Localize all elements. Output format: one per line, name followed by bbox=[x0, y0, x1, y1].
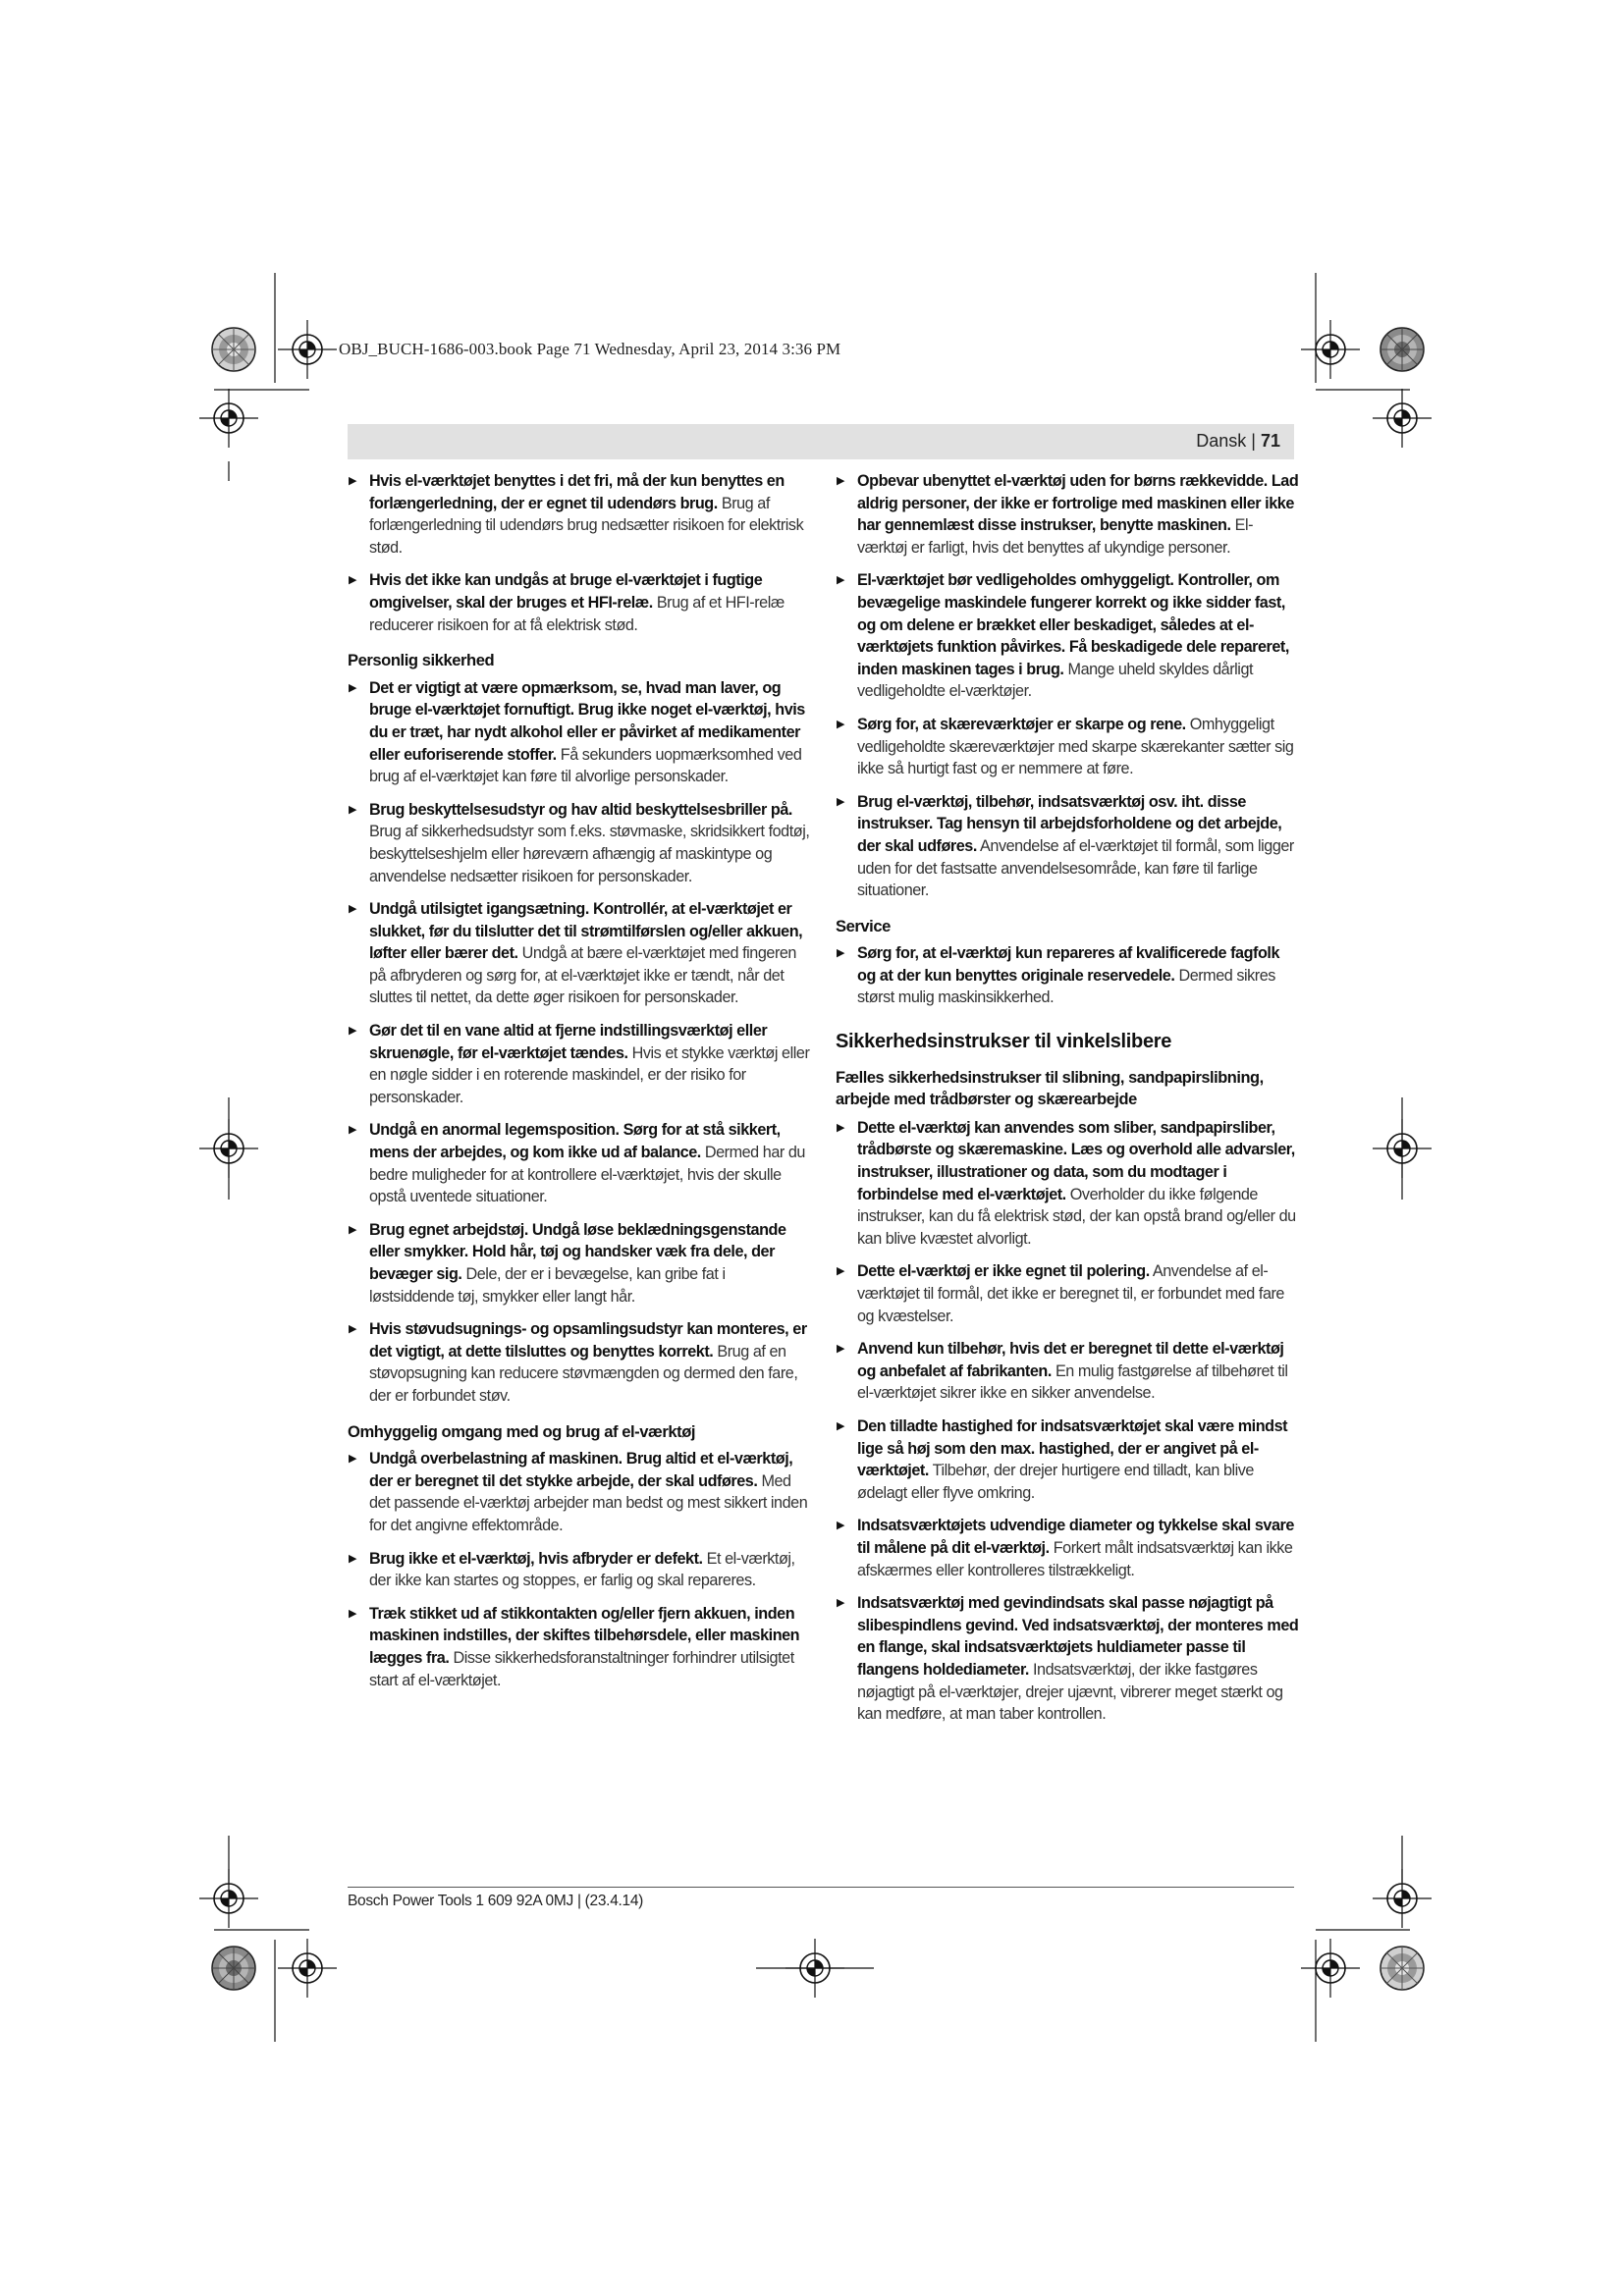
instruction-lead: El-værktøjet bør vedligeholdes omhyggeligt. Kontroller, om bevægelige maskindele fungerer korrekt og ikke sidder fast, og om delene er brækket eller beskadiget, således at el-værktøjets funktion påvirkes. Få beskadigede dele repareret, inden maskinen tages i brug. bbox=[857, 571, 1289, 678]
registration-target-icon bbox=[278, 1939, 337, 1998]
instruction-lead: Brug beskyttelsesudstyr og hav altid beskyttelsesbriller på. bbox=[369, 800, 792, 819]
language-label: Dansk bbox=[1196, 431, 1247, 451]
instruction-lead: Den tilladte hastighed for indsatsværktøjet skal være mindst lige så høj som den max. hastighed, der er angivet på el-værktøjet. bbox=[857, 1416, 1288, 1480]
instruction-body: Dele, der er i bevægelse, kan gribe fat i løstsiddende tøj, smykker eller langt hår. bbox=[369, 1265, 726, 1306]
instruction-lead: Gør det til en vane altid at fjerne indstillingsværktøj eller skruenøgle, før el-værktøjet tændes. bbox=[369, 1022, 768, 1062]
list-item bbox=[836, 1515, 1299, 1581]
page-number: 71 bbox=[1260, 431, 1280, 451]
instruction-body: Dermed sikres størst mulig maskinsikkerhed. bbox=[857, 966, 1275, 1007]
instruction-lead: Opbevar ubenyttet el-værktøj uden for børns rækkevidde. Lad aldrig personer, der ikke er fortrolige med maskinen eller ikke har gennemlæst disse instrukser, benytte maskinen. bbox=[857, 472, 1299, 535]
list-item bbox=[836, 1338, 1299, 1405]
triangle-right-icon: ▶ bbox=[349, 681, 357, 694]
section-heading-careful-use: Omhyggelig omgang med og brug af el-værktøj bbox=[348, 1421, 696, 1441]
list-item bbox=[348, 1119, 811, 1207]
page-label bbox=[1196, 431, 1280, 452]
instruction-lead: Sørg for, at el-værktøj kun repareres af kvalificerede fagfolk og at der kun benyttes originale reservedele. bbox=[857, 944, 1280, 985]
list-item bbox=[836, 942, 1299, 1009]
right-list-1 bbox=[836, 470, 1299, 902]
registration-target-icon bbox=[1301, 320, 1360, 379]
instruction-body: Brug af en støvopsugning kan reducere støvmængden og dermed den fare, der er forbundet støv. bbox=[369, 1342, 798, 1405]
left-column bbox=[348, 470, 811, 1702]
instruction-body: Brug af et HFI-relæ reducerer risikoen for at få elektrisk stød. bbox=[369, 593, 785, 634]
instruction-body: Mange uheld skyldes dårligt vedligeholdte el-værktøjer. bbox=[857, 660, 1254, 701]
section-heading-personal-safety: Personlig sikkerhed bbox=[348, 651, 495, 670]
instruction-lead: Hvis støvudsugnings- og opsamlingsudstyr kan monteres, er det vigtigt, at dette tilsluttes og benyttes korrekt. bbox=[369, 1320, 807, 1361]
color-wheel-icon bbox=[212, 328, 255, 371]
instruction-body: Hvis et stykke værktøj eller en nøgle sidder i en roterende maskindel, er der risiko for personskader. bbox=[369, 1043, 810, 1106]
list-item bbox=[348, 799, 811, 887]
instruction-lead: Hvis det ikke kan undgås at bruge el-værktøjet i fugtige omgivelser, skal der bruges et HFI-relæ. bbox=[369, 571, 763, 612]
triangle-right-icon: ▶ bbox=[349, 1124, 357, 1137]
instruction-body: Tilbehør, der drejer hurtigere end tilladt, kan blive ødelagt eller flyve omkring. bbox=[857, 1462, 1254, 1502]
triangle-right-icon: ▶ bbox=[837, 1597, 845, 1610]
triangle-right-icon: ▶ bbox=[837, 1343, 845, 1356]
right-list-3 bbox=[836, 1117, 1299, 1726]
instruction-body: Få sekunders uopmærksomhed ved brug af el-værktøjet kan føre til alvorlige personskader. bbox=[369, 745, 802, 786]
triangle-right-icon: ▶ bbox=[349, 1607, 357, 1620]
list-item bbox=[348, 1020, 811, 1108]
list-item bbox=[836, 569, 1299, 703]
list-item bbox=[836, 791, 1299, 902]
instruction-body: Omhyggeligt vedligeholdte skæreværktøjer med skarpe skærekanter sætter sig ikke så hurtigt fast og er nemmere at føre. bbox=[857, 715, 1294, 778]
list-item bbox=[836, 714, 1299, 780]
triangle-right-icon: ▶ bbox=[349, 1025, 357, 1038]
instruction-lead: Træk stikket ud af stikkontakten og/eller fjern akkuen, inden maskinen indstilles, der skiftes tilbehørsdele, eller maskinen lægges fra. bbox=[369, 1604, 800, 1667]
print-slug: OBJ_BUCH-1686-003.book Page 71 Wednesday, April 23, 2014 3:36 PM bbox=[339, 340, 841, 358]
list-item bbox=[836, 1117, 1299, 1251]
footer-rule bbox=[348, 1887, 1294, 1888]
left-list-2 bbox=[348, 677, 811, 1408]
list-item bbox=[348, 1603, 811, 1691]
list-item bbox=[348, 1548, 811, 1592]
triangle-right-icon: ▶ bbox=[349, 1223, 357, 1236]
instruction-body: Dermed har du bedre muligheder for at kontrollere el-værktøjet, hvis der skulle opstå uventede situationer. bbox=[369, 1144, 805, 1206]
instruction-lead: Undgå en anormal legemsposition. Sørg for at stå sikkert, mens der arbejdes, og kom ikke ud af balance. bbox=[369, 1121, 781, 1162]
right-column bbox=[836, 470, 1299, 1736]
registration-target-icon bbox=[1301, 1939, 1360, 1998]
triangle-right-icon: ▶ bbox=[837, 795, 845, 808]
instruction-lead: Sørg for, at skæreværktøjer er skarpe og rene. bbox=[857, 715, 1186, 733]
triangle-right-icon: ▶ bbox=[837, 1520, 845, 1532]
list-item bbox=[348, 470, 811, 559]
registration-target-icon bbox=[199, 1869, 258, 1928]
list-item bbox=[836, 470, 1299, 559]
list-item bbox=[836, 1260, 1299, 1327]
list-item bbox=[348, 1318, 811, 1407]
triangle-right-icon: ▶ bbox=[837, 475, 845, 487]
page-header bbox=[348, 424, 1294, 459]
triangle-right-icon: ▶ bbox=[837, 1419, 845, 1432]
registration-target-icon bbox=[199, 389, 258, 448]
section-heading-common-instructions: Fælles sikkerhedsinstrukser til slibning, sandpapirslibning, arbejde med trådbørster og skærearbejde bbox=[836, 1068, 1264, 1109]
instruction-body: En mulig fastgørelse af tilbehøret til el-værktøjet sikrer ikke en sikker anvendelse. bbox=[857, 1362, 1288, 1403]
triangle-right-icon: ▶ bbox=[349, 903, 357, 916]
left-list-1 bbox=[348, 470, 811, 636]
triangle-right-icon: ▶ bbox=[349, 475, 357, 487]
triangle-right-icon: ▶ bbox=[349, 1552, 357, 1565]
instruction-lead: Brug egnet arbejdstøj. Undgå løse beklædningsgenstande eller smykker. Hold hår, tøj og handsker væk fra dele, der bevæger sig. bbox=[369, 1220, 786, 1283]
instruction-body: Brug af sikkerhedsudstyr som f.eks. støvmaske, skridsikkert fodtøj, beskyttelseshjelm eller høreværn afhængig af maskintype og anvendelse nedsætter risikoen for personskader. bbox=[369, 823, 810, 885]
triangle-right-icon: ▶ bbox=[349, 803, 357, 816]
list-item bbox=[348, 677, 811, 788]
registration-target-icon bbox=[1373, 1869, 1432, 1928]
instruction-lead: Dette el-værktøj er ikke egnet til polering. bbox=[857, 1262, 1150, 1281]
instruction-lead: Anvend kun tilbehør, hvis det er beregnet til dette el-værktøj og anbefalet af fabrikanten. bbox=[857, 1340, 1284, 1380]
triangle-right-icon: ▶ bbox=[349, 574, 357, 587]
instruction-lead: Det er vigtigt at være opmærksom, se, hvad man laver, og bruge el-værktøjet fornuftigt. Brug ikke noget el-værktøj, hvis du er træt, har nydt alkohol eller er påvirket af medikamenter eller euforiserende stoffer. bbox=[369, 678, 805, 764]
list-item bbox=[348, 569, 811, 636]
instruction-lead: Brug el-værktøj, tilbehør, indsatsværktøj osv. iht. disse instrukser. Tag hensyn til arbejdsforholdene og det arbejde, der skal udføres. bbox=[857, 792, 1282, 855]
color-wheel-icon bbox=[1380, 328, 1424, 371]
right-list-2 bbox=[836, 942, 1299, 1009]
list-item bbox=[348, 1219, 811, 1308]
color-wheel-icon bbox=[1380, 1947, 1424, 1990]
instruction-body: Et el-værktøj, der ikke kan startes og stoppes, er farlig og skal repareres. bbox=[369, 1549, 795, 1590]
list-item bbox=[348, 1448, 811, 1536]
instruction-lead: Brug ikke et el-værktøj, hvis afbryder er defekt. bbox=[369, 1549, 703, 1568]
section-heading-service: Service bbox=[836, 916, 891, 935]
triangle-right-icon: ▶ bbox=[349, 1323, 357, 1336]
instruction-body: Anvendelse af el-værktøjet til formål, det ikke er beregnet til, er forbundet med fare og kvæstelser. bbox=[857, 1262, 1284, 1325]
list-item bbox=[836, 1415, 1299, 1504]
instruction-lead: Indsatsværktøjets udvendige diameter og tykkelse skal svare til målene på dit el-værktøj. bbox=[857, 1517, 1294, 1557]
instruction-lead: Undgå utilsigtet igangsætning. Kontrollér, at el-værktøjet er slukket, før du tilslutter det til strømtilførslen og/eller akkuen, løfter eller bærer det. bbox=[369, 900, 803, 963]
color-wheel-icon bbox=[212, 1947, 255, 1990]
instruction-lead: Indsatsværktøj med gevindindsats skal passe nøjagtigt på slibespindlens gevind. Ved indsatsværktøj, der monteres med en flange, skal indsatsværktøjets huldiameter passe til flangens holdediameter. bbox=[857, 1594, 1299, 1679]
registration-target-icon bbox=[278, 320, 337, 379]
registration-target-icon bbox=[1373, 389, 1432, 448]
instruction-body: Med det passende el-værktøj arbejder man bedst og mest sikkert inden for det angivne effektområde. bbox=[369, 1471, 808, 1534]
instruction-body: Anvendelse af el-værktøjet til formål, som ligger uden for det fastsatte anvendelsesområde, kan føre til farlige situationer. bbox=[857, 836, 1294, 900]
triangle-right-icon: ▶ bbox=[837, 574, 845, 587]
instruction-body: Undgå at bære el-værktøjet med fingeren på afbryderen og sørg for, at el-værktøjet ikke er tændt, når det sluttes til nettet, da dette øger risikoen for personskader. bbox=[369, 944, 796, 1007]
instruction-body: Overholder du ikke følgende instrukser, kan du få elektrisk stød, der kan opstå brand og/eller du kan blive kvæstet alvorligt. bbox=[857, 1185, 1296, 1248]
instruction-lead: Undgå overbelastning af maskinen. Brug altid et el-værktøj, der er beregnet til det stykke arbejde, der skal udføres. bbox=[369, 1450, 793, 1490]
instruction-body: Indsatsværktøj, der ikke fastgøres nøjagtigt på el-værktøjer, drejer ujævnt, vibrerer meget stærkt og kan medføre, at man taber kontrollen. bbox=[857, 1660, 1283, 1724]
triangle-right-icon: ▶ bbox=[837, 718, 845, 730]
page-footer: Bosch Power Tools 1 609 92A 0MJ | (23.4.14) bbox=[348, 1893, 644, 1909]
list-item bbox=[836, 1592, 1299, 1726]
instruction-body: Forkert målt indsatsværktøj kan ikke afskærmes eller kontrolleres tilstrækkeligt. bbox=[857, 1538, 1293, 1579]
list-item bbox=[348, 898, 811, 1009]
instruction-body: El-værktøj er farligt, hvis det benyttes af ukyndige personer. bbox=[857, 516, 1254, 557]
instruction-lead: Hvis el-værktøjet benyttes i det fri, må der kun benyttes en forlængerledning, der er egnet til udendørs brug. bbox=[369, 472, 785, 512]
instruction-body: Disse sikkerhedsforanstaltninger forhindrer utilsigtet start af el-værktøjet. bbox=[369, 1648, 794, 1689]
instruction-body: Brug af forlængerledning til udendørs brug nedsætter risikoen for elektrisk stød. bbox=[369, 494, 804, 557]
left-list-3 bbox=[348, 1448, 811, 1691]
header-separator: | bbox=[1246, 431, 1261, 451]
instruction-lead: Dette el-værktøj kan anvendes som sliber, sandpapirsliber, trådbørste og skæremaskine. Læs og overhold alle advarsler, instrukser, illustrationer og data, som du modtager i forbindelse med el-værktøjet. bbox=[857, 1118, 1295, 1203]
triangle-right-icon: ▶ bbox=[837, 1121, 845, 1134]
triangle-right-icon: ▶ bbox=[837, 1265, 845, 1278]
triangle-right-icon: ▶ bbox=[349, 1453, 357, 1466]
triangle-right-icon: ▶ bbox=[837, 947, 845, 960]
section-title-angle-grinder: Sikkerhedsinstrukser til vinkelslibere bbox=[836, 1031, 1172, 1053]
